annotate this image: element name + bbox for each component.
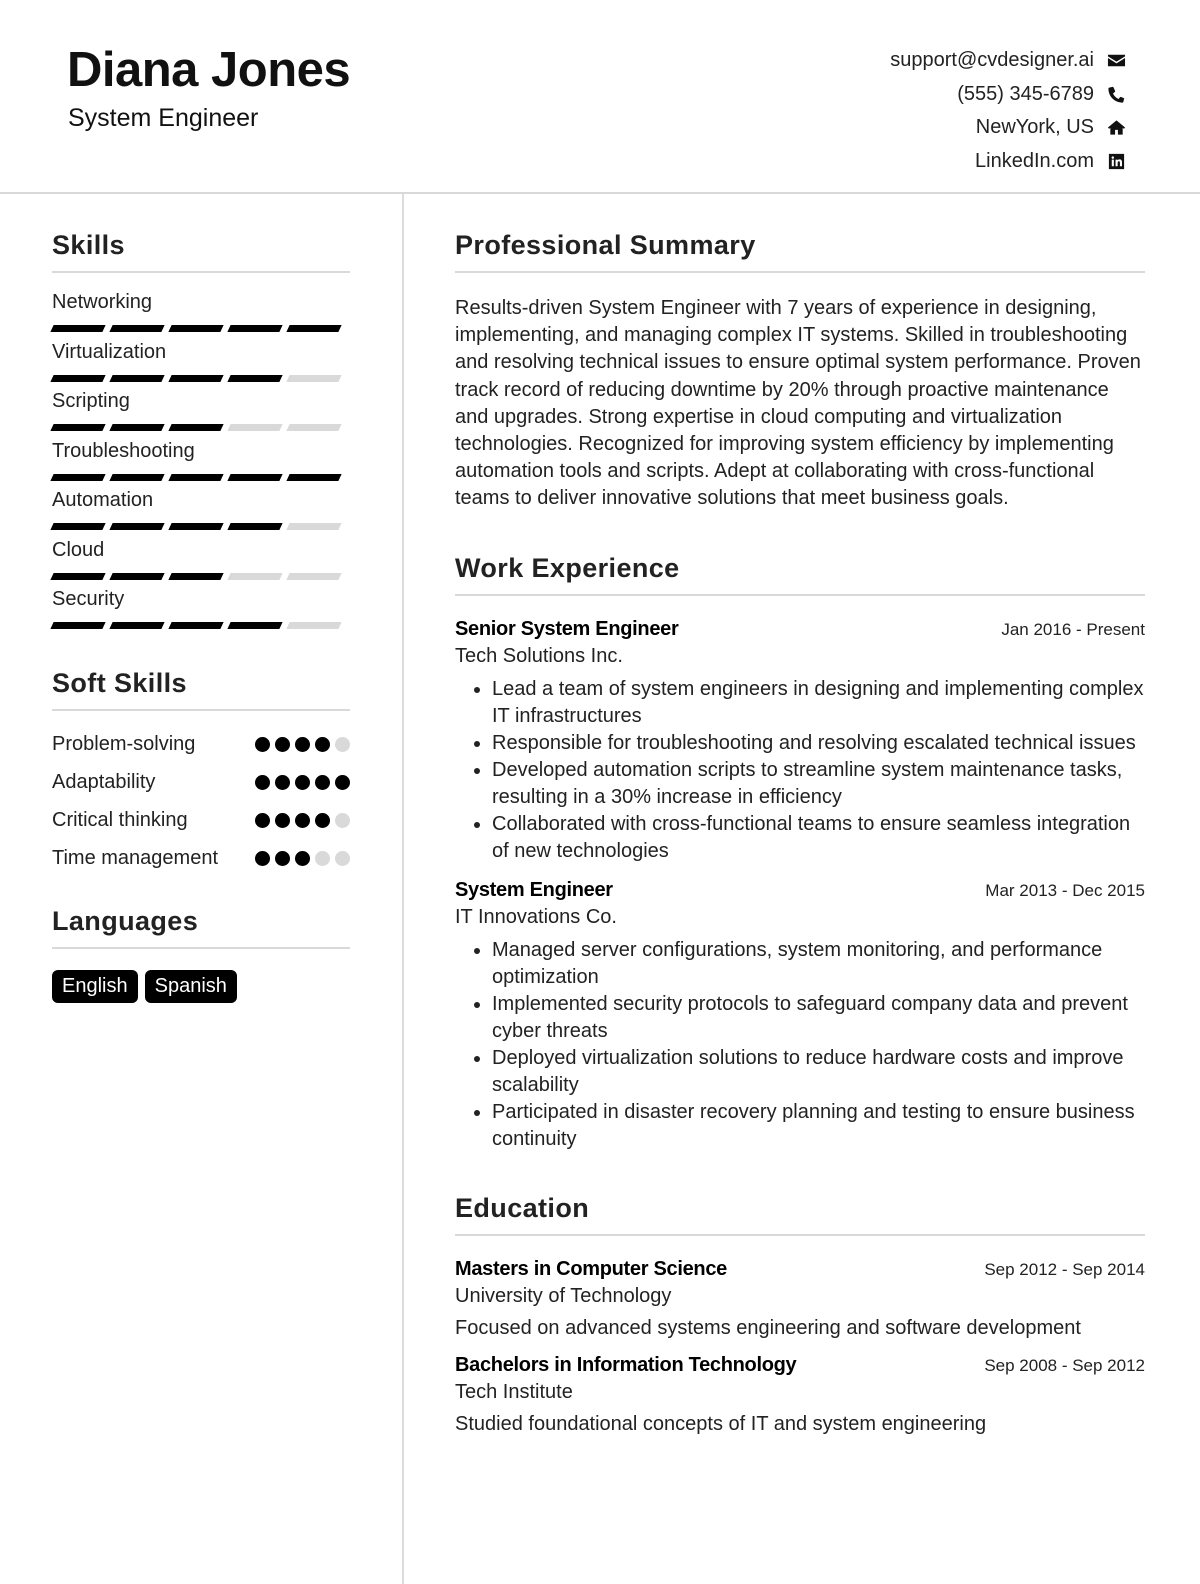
linkedin-icon: [1106, 151, 1126, 171]
job-title: Senior System Engineer: [455, 617, 679, 640]
job-bullet: • Deployed virtualization solutions to reduce hardware costs and improve scalability: [492, 1045, 1145, 1099]
rating-segment: [168, 622, 223, 629]
skill-item: [52, 588, 350, 638]
skill-rating-bar: [52, 474, 347, 481]
soft-skills-list: [52, 731, 350, 872]
rating-segment: [227, 474, 282, 481]
contact-location-text: NewYork, US: [975, 116, 1094, 139]
rating-segment: [286, 474, 341, 481]
rating-segment: [227, 523, 282, 530]
soft-skill-label: Time management: [52, 846, 218, 869]
skills-heading: Skills: [52, 230, 350, 273]
left-column: [52, 230, 350, 1003]
rating-dot: [275, 737, 290, 752]
skill-item: [52, 440, 350, 490]
contact-phone[interactable]: [726, 78, 1126, 112]
skill-rating-bar: [52, 325, 347, 332]
rating-dot: [275, 851, 290, 866]
job-title: System Engineer: [455, 878, 613, 901]
rating-segment: [50, 523, 105, 530]
job-bullet: • Participated in disaster recovery planning and testing to ensure business continuity: [492, 1099, 1145, 1153]
job-bullets: [455, 676, 1145, 865]
rating-segment: [109, 375, 164, 382]
soft-skill-item: [52, 731, 350, 758]
rating-segment: [109, 474, 164, 481]
job-dates: Mar 2013 - Dec 2015: [985, 880, 1145, 900]
skill-item: [52, 291, 350, 341]
job-bullet: • Collaborated with cross-functional teams to ensure seamless integration of new technologies: [492, 811, 1145, 865]
rating-segment: [109, 523, 164, 530]
skill-label: Cloud: [52, 538, 105, 561]
rating-segment: [168, 424, 223, 431]
soft-skill-item: [52, 807, 350, 834]
rating-dot: [315, 737, 330, 752]
summary-text: Results-driven System Engineer with 7 years of experience in designing, implementing, and managing complex IT systems. Skilled in troubleshooting and resolving technical issues to ensure optimal system performance. Proven track record of reducing downtime by 20% through proactive maintenance and upgrades. Strong expertise in cloud computing and virtualization technologies. Recognized for improving system efficiency by implementing automation tools and scripts. Adept at collaborating with cross-functional teams to deliver innovative solutions that meet business goals.: [455, 297, 1141, 510]
education-dates: Sep 2012 - Sep 2014: [984, 1259, 1145, 1279]
rating-segment: [286, 375, 341, 382]
rating-segment: [227, 622, 282, 629]
education-dates: Sep 2008 - Sep 2012: [984, 1355, 1145, 1375]
skill-item: [52, 539, 350, 589]
rating-dot: [315, 813, 330, 828]
right-column: [455, 230, 1145, 1436]
summary-heading: Professional Summary: [455, 230, 1145, 273]
rating-segment: [168, 474, 223, 481]
rating-dot: [255, 851, 270, 866]
column-divider: [402, 194, 404, 1584]
phone-icon: [1106, 84, 1126, 104]
rating-segment: [109, 573, 164, 580]
rating-segment: [227, 573, 282, 580]
job-bullet: • Developed automation scripts to streamline system maintenance tasks, resulting in a 30% increase in efficiency: [492, 757, 1145, 811]
rating-segment: [227, 375, 282, 382]
job-bullet: • Implemented security protocols to safeguard company data and prevent cyber threats: [492, 991, 1145, 1045]
skill-rating-bar: [52, 375, 347, 382]
rating-dot: [335, 737, 350, 752]
rating-segment: [50, 325, 105, 332]
rating-dot: [295, 737, 310, 752]
rating-segment: [227, 325, 282, 332]
job-bullet: • Managed server configurations, system monitoring, and performance optimization: [492, 937, 1145, 991]
school-name: University of Technology: [455, 1284, 672, 1307]
contact-phone-text[interactable]: (555) 345-6789: [957, 82, 1094, 105]
skill-rating-bar: [52, 424, 347, 431]
job-bullets: [455, 937, 1145, 1153]
skill-label: Scripting: [52, 390, 130, 412]
rating-segment: [286, 622, 341, 629]
rating-segment: [109, 325, 164, 332]
soft-skill-rating: [250, 851, 350, 866]
rating-dot: [275, 813, 290, 828]
candidate-name: Diana Jones: [67, 43, 351, 97]
education-entry: [455, 1258, 1145, 1340]
contact-location: [726, 111, 1126, 145]
education-section: [455, 1193, 1145, 1436]
skill-rating-bar: [52, 622, 347, 629]
soft-skill-rating: [250, 737, 350, 752]
contact-email[interactable]: [726, 44, 1126, 78]
rating-dot: [255, 775, 270, 790]
rating-segment: [109, 622, 164, 629]
rating-dot: [275, 775, 290, 790]
rating-segment: [286, 424, 341, 431]
soft-skill-rating: [250, 775, 350, 790]
education-description: Studied foundational concepts of IT and system engineering: [455, 1412, 987, 1435]
languages-heading: Languages: [52, 906, 350, 949]
job-company: IT Innovations Co.: [455, 905, 617, 928]
rating-dot: [295, 851, 310, 866]
rating-dot: [315, 775, 330, 790]
skill-rating-bar: [52, 573, 347, 580]
rating-dot: [295, 813, 310, 828]
rating-segment: [50, 424, 105, 431]
languages-list: [52, 970, 350, 1003]
rating-segment: [50, 375, 105, 382]
soft-skills-section: [52, 668, 350, 872]
soft-skill-item: [52, 845, 350, 872]
skill-item: [52, 390, 350, 440]
language-badge: English: [52, 970, 138, 1003]
education-description: Focused on advanced systems engineering and software development: [455, 1316, 1081, 1339]
skill-item: [52, 489, 350, 539]
skill-label: Networking: [52, 291, 153, 313]
job-company: Tech Solutions Inc.: [455, 644, 623, 667]
rating-segment: [109, 424, 164, 431]
degree-title: Masters in Computer Science: [455, 1257, 727, 1280]
home-icon: [1106, 118, 1126, 138]
school-name: Tech Institute: [455, 1380, 573, 1403]
skill-rating-bar: [52, 523, 347, 530]
rating-dot: [335, 813, 350, 828]
contact-linkedin-text[interactable]: LinkedIn.com: [975, 149, 1094, 172]
job-entry: [455, 618, 1145, 865]
soft-skill-item: [52, 769, 350, 796]
education-entry: [455, 1354, 1145, 1436]
rating-segment: [50, 474, 105, 481]
experience-heading: Work Experience: [455, 553, 1145, 596]
rating-segment: [227, 424, 282, 431]
job-bullet: • Lead a team of system engineers in designing and implementing complex IT infrastructures: [492, 676, 1145, 730]
rating-dot: [315, 851, 330, 866]
contact-list: [726, 44, 1126, 178]
skill-label: Virtualization: [52, 340, 167, 363]
rating-segment: [168, 325, 223, 332]
job-entry: [455, 879, 1145, 1153]
contact-linkedin[interactable]: [726, 145, 1126, 179]
contact-email-text[interactable]: support@cvdesigner.ai: [890, 49, 1094, 72]
job-bullet: • Responsible for troubleshooting and resolving escalated technical issues: [492, 730, 1145, 757]
rating-segment: [50, 622, 105, 629]
rating-segment: [168, 375, 223, 382]
resume-header: [0, 0, 1200, 194]
soft-skills-heading: Soft Skills: [52, 668, 350, 711]
rating-segment: [168, 573, 223, 580]
rating-segment: [286, 325, 341, 332]
soft-skill-label: Adaptability: [52, 770, 156, 793]
skill-label: Troubleshooting: [52, 439, 195, 462]
degree-title: Bachelors in Information Technology: [455, 1353, 797, 1376]
rating-dot: [295, 775, 310, 790]
experience-section: [455, 553, 1145, 1153]
rating-dot: [335, 851, 350, 866]
education-heading: Education: [455, 1193, 1145, 1236]
rating-segment: [168, 523, 223, 530]
skill-item: [52, 341, 350, 391]
skill-label: Security: [52, 588, 125, 610]
rating-dot: [255, 813, 270, 828]
rating-segment: [286, 573, 341, 580]
soft-skill-rating: [250, 813, 350, 828]
rating-segment: [286, 523, 341, 530]
envelope-icon: [1106, 51, 1126, 71]
rating-dot: [255, 737, 270, 752]
candidate-title: System Engineer: [68, 104, 259, 132]
rating-dot: [335, 775, 350, 790]
soft-skill-label: Problem-solving: [52, 732, 196, 755]
rating-segment: [50, 573, 105, 580]
languages-section: [52, 906, 350, 1003]
skills-list: [52, 291, 350, 638]
job-dates: Jan 2016 - Present: [1001, 619, 1145, 639]
skill-label: Automation: [52, 489, 154, 511]
language-badge: Spanish: [145, 970, 237, 1003]
soft-skill-label: Critical thinking: [52, 808, 188, 831]
